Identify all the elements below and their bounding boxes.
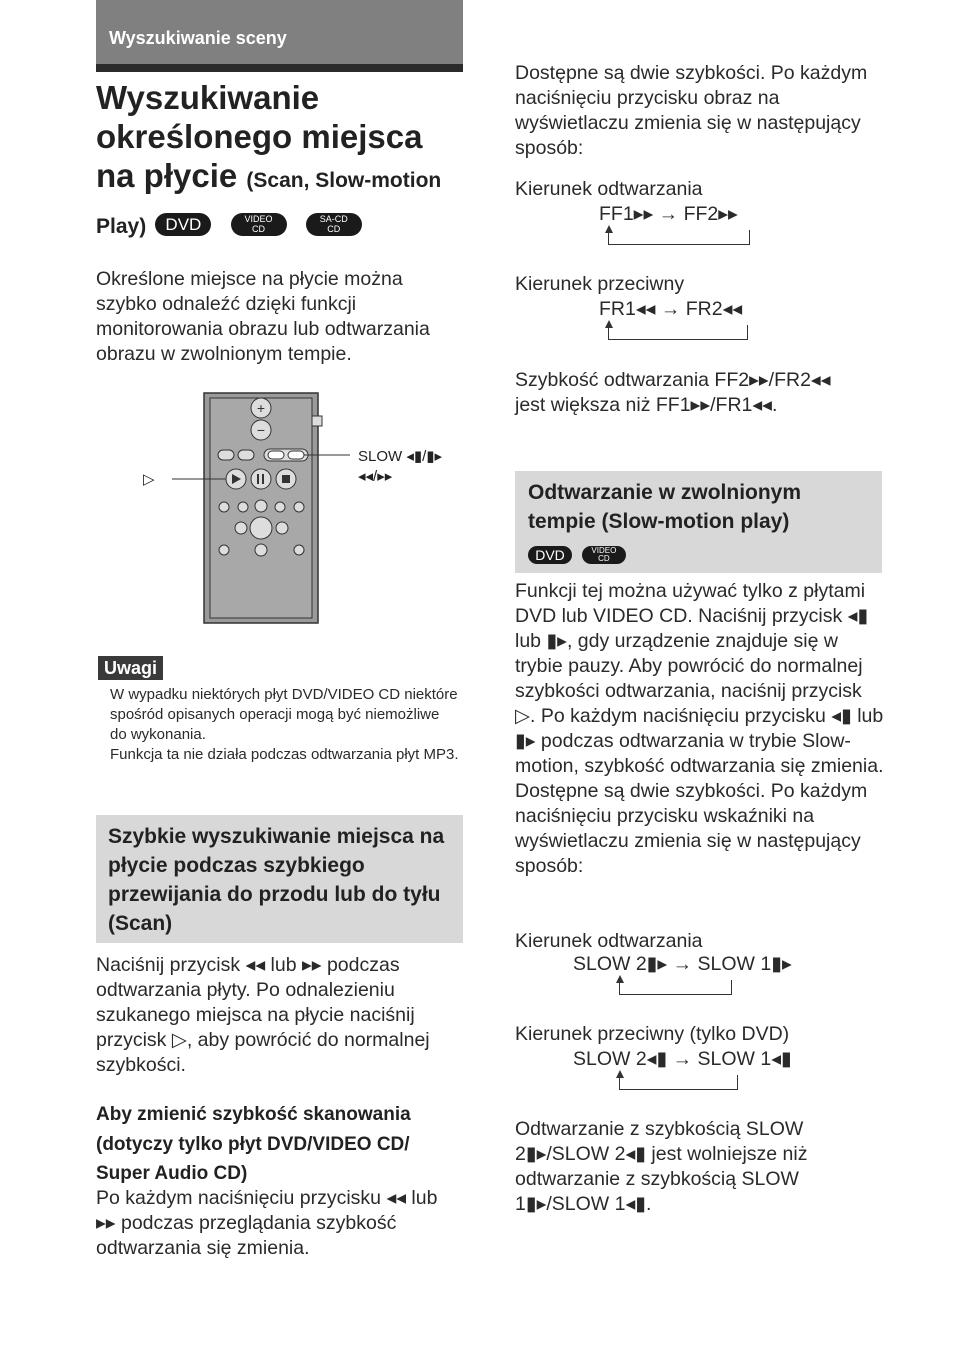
ff-loop-arrow-icon bbox=[605, 225, 613, 233]
volume-minus-button bbox=[251, 420, 271, 440]
title-line-2: określonego miejsca bbox=[96, 118, 423, 155]
intro-text: Określone miejsce na płycie można szybko odnaleźć dzięki funkcji monitorowania obrazu lub odtwarzania obrazu w zwolnionym tempie. bbox=[96, 268, 430, 365]
slow-forward-sequence: SLOW 2▮▸ → SLOW 1▮▸ bbox=[573, 953, 792, 975]
fr-loop-arrow-icon bbox=[605, 320, 613, 328]
slow-section-title: Odtwarzanie w zwolnionym tempie (Slow-motion play) bbox=[528, 481, 802, 533]
ff-sequence: FF1▸▸ → FF2▸▸ bbox=[599, 203, 738, 225]
section-tab bbox=[96, 0, 463, 64]
dvd-badge: DVD bbox=[528, 546, 572, 564]
slow-section-text: Funkcji tej można używać tylko z płytami DVD lub VIDEO CD. Naciśnij przycisk ◂▮ lub ▮▸, gdy urządzenie znajduje się w trybie pauzy. Aby powrócić do normalnej szybkości odtwarzania, naciśnij przycisk ▷. Po każdym naciśnięciu przycisku ◂▮ lub ▮▸ podczas odtwarzania w trybie Slow-motion, szybkość odtwarzania się zmienia. Dostępne są dwie szybkości. Po każdym naciśnięciu przycisku wskaźniki na wyświetlaczu zmienia się w następujący sposób: bbox=[515, 580, 884, 877]
svg-text:+: + bbox=[256, 400, 266, 416]
scan-speed-subheading: Aby zmienić szybkość skanowania (dotyczy tylko płyt DVD/VIDEO CD/ Super Audio CD) bbox=[96, 1104, 411, 1184]
notes-heading: Uwagi bbox=[98, 656, 163, 680]
page-title bbox=[96, 78, 476, 246]
svg-text:−: − bbox=[256, 422, 266, 438]
slow-reverse-label: Kierunek przeciwny (tylko DVD) bbox=[515, 1023, 790, 1045]
title-suffix-b: Play) bbox=[96, 215, 147, 238]
remote-slow-label: SLOW ◂▮/▮▸ bbox=[358, 448, 443, 465]
ff-direction-label: Kierunek odtwarzania bbox=[515, 178, 703, 200]
video-cd-badge: VIDEO CD bbox=[582, 546, 626, 564]
title-line-1: Wyszukiwanie bbox=[96, 79, 320, 116]
notes-list bbox=[110, 685, 460, 765]
remote-play-label: ▷ bbox=[143, 471, 155, 488]
remote-illustration bbox=[140, 390, 475, 625]
title-suffix-a: (Scan, Slow-motion bbox=[246, 169, 442, 192]
slow-forward-label: Kierunek odtwarzania bbox=[515, 930, 703, 952]
header-rule bbox=[96, 64, 463, 72]
volume-plus-button bbox=[251, 398, 271, 418]
slow-comparison: Odtwarzanie z szybkością SLOW 2▮▸/SLOW 2◂▮ jest wolniejsze niż odtwarzanie z szybkością SLOW 1▮▸/SLOW 1◂▮. bbox=[515, 1118, 808, 1215]
scan-section-text: Naciśnij przycisk ◂◂ lub ▸▸ podczas odtwarzania płyty. Po odnalezieniu szukanego miejsca na płycie naciśnij przycisk ▷, aby powrócić do normalnej szybkości. bbox=[96, 954, 430, 1076]
speeds-intro: Dostępne są dwie szybkości. Po każdym naciśnięciu przycisku obraz na wyświetlaczu zmienia się w następujący sposób: bbox=[515, 62, 868, 159]
note-item: W wypadku niektórych płyt DVD/VIDEO CD niektóre spośród opisanych operacji mogą być niemożliwe do wykonania. bbox=[110, 686, 458, 743]
slow-forward-loop-arrow-icon bbox=[616, 975, 624, 983]
remote-scan-label: ◂◂/▸▸ bbox=[358, 468, 393, 485]
slow-reverse-loop-arrow-icon bbox=[616, 1070, 624, 1078]
slow-section-heading bbox=[515, 471, 882, 573]
note-item: Funkcja ta nie działa podczas odtwarzania płyt MP3. bbox=[110, 746, 459, 763]
fr-direction-label: Kierunek przeciwny bbox=[515, 273, 685, 295]
speeds-comparison: Szybkość odtwarzania FF2▸▸/FR2◂◂ jest większa niż FF1▸▸/FR1◂◂. bbox=[515, 369, 831, 416]
sacd-badge: SA-CD CD bbox=[306, 213, 362, 236]
video-cd-badge: VIDEO CD bbox=[231, 213, 287, 236]
section-tab-label: Wyszukiwanie sceny bbox=[109, 28, 287, 48]
slow-forward-loop-line bbox=[619, 980, 732, 995]
slow-reverse-loop-line bbox=[619, 1075, 738, 1090]
title-line-3: na płycie bbox=[96, 157, 238, 194]
scan-section-heading: Szybkie wyszukiwanie miejsca na płycie podczas szybkiego przewijania do przodu lub do tyłu (Scan) bbox=[96, 815, 463, 943]
dvd-badge: DVD bbox=[155, 213, 211, 236]
ff-loop-line bbox=[608, 230, 750, 245]
slow-reverse-sequence: SLOW 2◂▮ → SLOW 1◂▮ bbox=[573, 1048, 792, 1070]
fr-loop-line bbox=[608, 325, 748, 340]
scan-speed-text: Po każdym naciśnięciu przycisku ◂◂ lub ▸▸ podczas przeglądania szybkość odtwarzania się zmienia. bbox=[96, 1187, 438, 1259]
fr-sequence: FR1◂◂ → FR2◂◂ bbox=[599, 298, 743, 320]
